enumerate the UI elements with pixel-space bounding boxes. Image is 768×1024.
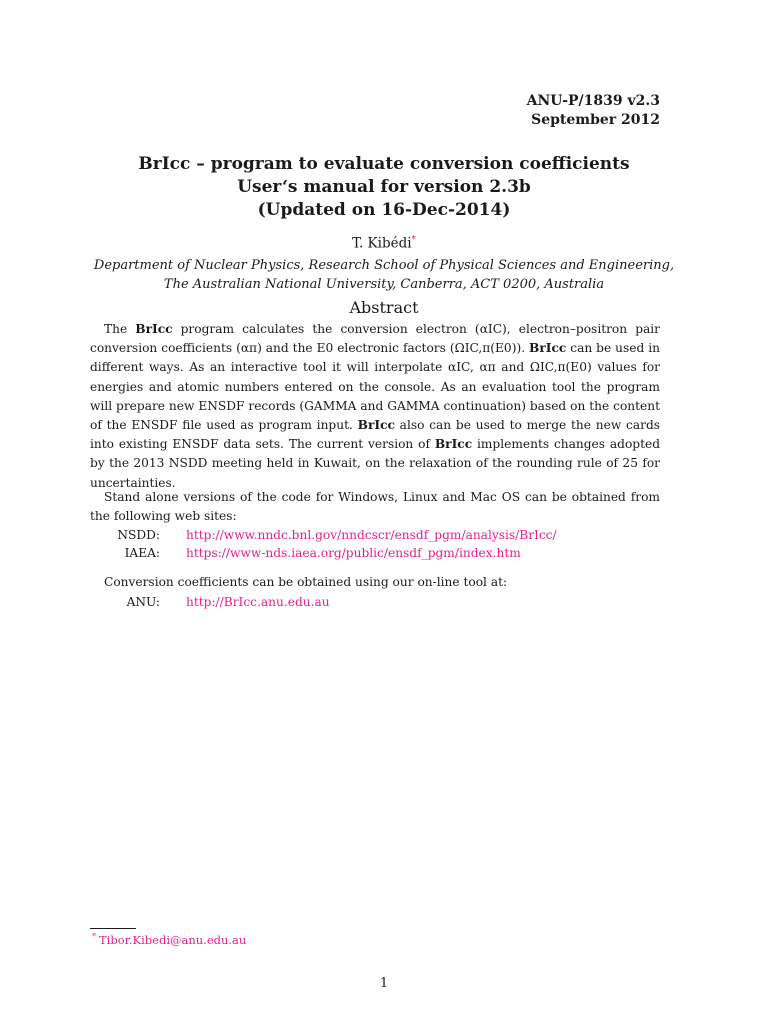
report-id: ANU-P/1839 v2.3 bbox=[526, 93, 660, 109]
document-title bbox=[90, 153, 678, 222]
anu-link-row bbox=[104, 593, 330, 612]
footnote bbox=[92, 932, 246, 947]
abstract-text: program calculates the conversion electron (αIC), electron–positron pair conversion coefficients (απ) and the E0 electronic factors (ΩIC,π(E0)). bbox=[90, 322, 660, 356]
nsdd-label: NSDD: bbox=[117, 528, 160, 542]
iaea-label: IAEA: bbox=[124, 546, 160, 560]
program-name: BrIcc bbox=[434, 437, 473, 452]
abstract-text: also can be used to merge the new cards into existing ENSDF data sets. The current version of bbox=[90, 418, 661, 452]
affiliation-line-2: The Australian National University, Canberra, ACT 0200, Australia bbox=[163, 277, 605, 292]
abstract-text: can be used in different ways. As an interactive tool it will interpolate αIC, απ and ΩIC,π(E0) values for energies and atomic numbers entered on the console. As an evaluation tool the program will prepare new ENSDF records (GAMMA and GAMMA continuation) based on the content of the ENSDF file used as program input. bbox=[90, 341, 660, 433]
abstract-paragraph bbox=[90, 320, 660, 493]
program-name: BrIcc bbox=[135, 322, 173, 336]
affiliation bbox=[90, 256, 678, 294]
author-name: T. Kibédi bbox=[351, 235, 412, 252]
iaea-link-row bbox=[104, 544, 521, 563]
footnote-mark: * bbox=[92, 932, 96, 941]
footnote-rule bbox=[90, 928, 136, 929]
abstract-heading: Abstract bbox=[349, 298, 419, 317]
report-date: September 2012 bbox=[531, 112, 660, 128]
abstract-text: implements changes adopted by the 2013 NSDD meeting held in Kuwait, on the relaxation of the rounding rule of 25 for uncertainties. bbox=[90, 437, 660, 490]
report-header bbox=[360, 92, 660, 130]
affiliation-line-1: Department of Nuclear Physics, Research School of Physical Sciences and Engineering, bbox=[93, 258, 675, 273]
abstract-text: The bbox=[104, 322, 136, 336]
program-name: BrIcc bbox=[357, 418, 395, 433]
iaea-link[interactable]: https://www-nds.iaea.org/public/ensdf_pgm/index.htm bbox=[186, 546, 521, 560]
program-name: BrIcc bbox=[529, 341, 567, 356]
nsdd-link[interactable]: http://www.nndc.bnl.gov/nndcscr/ensdf_pgm/analysis/BrIcc/ bbox=[186, 528, 557, 542]
author-footnote-mark[interactable]: * bbox=[411, 235, 417, 245]
page-number: 1 bbox=[379, 976, 389, 991]
anu-link[interactable]: http://BrIcc.anu.edu.au bbox=[186, 595, 330, 609]
online-intro: Conversion coefficients can be obtained using our on-line tool at: bbox=[104, 575, 508, 589]
author-line bbox=[90, 235, 678, 252]
title-line-2: User‘s manual for version 2.3b bbox=[237, 177, 531, 197]
title-line-3: (Updated on 16-Dec-2014) bbox=[257, 200, 511, 220]
nsdd-link-row bbox=[104, 526, 557, 545]
downloads-intro: Stand alone versions of the code for Windows, Linux and Mac OS can be obtained from the following web sites: bbox=[90, 490, 660, 523]
anu-label: ANU: bbox=[126, 595, 160, 609]
footnote-email-link[interactable]: Tibor.Kibedi@anu.edu.au bbox=[99, 932, 247, 947]
title-line-1: BrIcc – program to evaluate conversion coefficients bbox=[138, 154, 630, 174]
